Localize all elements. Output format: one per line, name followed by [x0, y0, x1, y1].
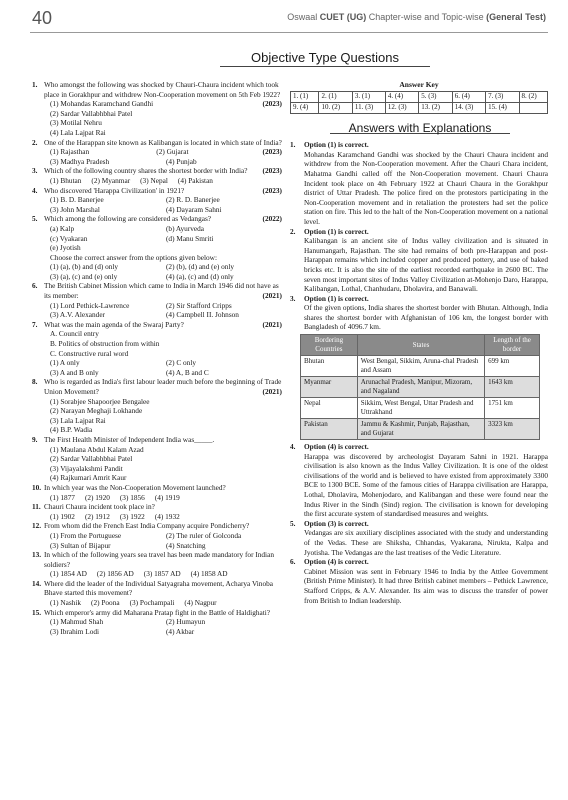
border-table-cell: Jammu & Kashmir, Punjab, Rajasthan, and Gujarat	[357, 419, 484, 440]
answer-body: Cabinet Mission was sent in February 1946 to India by the Attlee Government (British Prime Minister). It had three British cabinet members – Pethick Lawrence, Stafford Cripps, & A.V. Alexander. Its aim was to discuss the transfer of power from British to Indian leadership.	[304, 566, 548, 605]
border-table-heading: States	[357, 335, 484, 356]
option: (4) Lala Lajpat Rai	[50, 127, 106, 137]
option: (4) A, B and C	[166, 367, 209, 377]
answer-head: Option (1) is correct.	[304, 293, 369, 303]
question-text: Which of the following country shares the shortest border with India?	[44, 166, 248, 176]
question-year: (2023)	[262, 185, 282, 195]
option-row	[44, 627, 282, 637]
option: (d) Manu Smriti	[166, 233, 214, 243]
option: (3) A.V. Alexander	[50, 310, 105, 320]
option: (1) Rajasthan	[50, 147, 90, 157]
option: (4) Rajkumari Amrit Kaur	[50, 473, 127, 483]
question-year: (2023)	[262, 99, 282, 109]
answer-key-cell: 2. (1)	[319, 91, 352, 102]
answer	[290, 227, 548, 294]
option: (2) Sardar Vallabhbhai Patel	[50, 454, 133, 464]
option: (3) Vijayalakshmi Pandit	[50, 463, 123, 473]
answer-body: Of the given options, India shares the shortest border with Bhutan. Although, India shares the shortest border with Afghanistan of 106 km, the longest border with Bangladesh of 4096.7 km.	[304, 303, 548, 332]
option-row	[44, 512, 282, 522]
question	[32, 502, 282, 521]
option-row	[44, 531, 282, 541]
question	[32, 435, 282, 483]
answer-head: Option (4) is correct.	[304, 557, 369, 567]
question	[32, 80, 282, 138]
question	[32, 377, 282, 435]
option: (4) B.P. Wadia	[50, 425, 93, 435]
option: (2) 1912	[84, 511, 110, 521]
option: (2) Sardar Vallabhbhai Patel	[50, 108, 133, 118]
border-table-heading: Length of the border	[485, 335, 540, 356]
border-table-row	[301, 398, 540, 419]
option: (3) (a), (c) and (e) only	[50, 271, 118, 281]
question-text: Which among the following are considered as Vedangas?	[44, 214, 212, 224]
option: (1) 1877	[50, 492, 75, 502]
answer-head: Option (1) is correct.	[304, 140, 369, 150]
statement: (e) Jyotish	[50, 243, 81, 253]
option: (2) 1856 AD	[96, 569, 134, 579]
option: (1) From the Portuguese	[50, 530, 122, 540]
border-table-cell: 3323 km	[485, 419, 540, 440]
border-table-cell: Arunachal Pradesh, Manipur, Mizoram, and Nagaland	[357, 377, 484, 398]
option-row	[44, 598, 282, 608]
option: (4) Akbar	[166, 626, 195, 636]
page-number: 40	[32, 8, 53, 28]
question-text: Chauri Chaura incident took place in?	[44, 502, 155, 512]
book-name: CUET (UG)	[319, 12, 367, 22]
option-row	[44, 147, 263, 157]
answer-key-cell: 8. (2)	[519, 91, 547, 102]
option: (4) 1932	[154, 511, 180, 521]
question-year: (2022)	[262, 214, 282, 224]
question-number: 12.	[32, 521, 42, 531]
header-rule	[30, 32, 548, 33]
option-row	[44, 368, 282, 378]
question-number: 13.	[32, 550, 42, 560]
option: (3) A and B only	[50, 367, 99, 377]
option-row	[44, 569, 282, 579]
border-table-header	[301, 335, 540, 356]
border-table-cell: West Bengal, Sikkim, Aruna-chal Pradesh and Assam	[357, 356, 484, 377]
option-row	[44, 234, 282, 244]
question	[32, 550, 282, 579]
option: (3) Ibrahim Lodi	[50, 626, 100, 636]
option: (2) C only	[166, 358, 196, 368]
answer-key-cell: 7. (3)	[486, 91, 519, 102]
section-title: Objective Type Questions	[220, 50, 430, 67]
option: (c) Vyakaran	[50, 233, 88, 243]
option: (3) Motilal Nehru	[50, 118, 102, 128]
border-table-cell: 1751 km	[485, 398, 540, 419]
question-number: 11.	[32, 502, 41, 512]
answer-body: Mohandas Karamchand Gandhi was shocked by the Chauri Chaura incident and withdrew from the Non-Cooperation movement. After the Chauri Chara incident, Mahatma Gandhi called off the Non-Cooperation movement. Chauri Chaura Incident took place on 4th February 1922 at Chauri Chaura in the Gorakhpur district of Uttar Pradesh. The police fired on the protestors participating in the Non-Cooperation movement and in retaliation the protesters had set the police station on fire. This led to the halt of the Non-Cooperation movement on a national level.	[304, 149, 548, 226]
option: (4) Dayaram Sahni	[166, 204, 222, 214]
answer-key-cell: 14. (3)	[452, 102, 485, 113]
answer-key-cell: 10. (2)	[319, 102, 352, 113]
option-row	[44, 272, 282, 282]
option: (1) B. D. Banerjee	[50, 195, 104, 205]
option: (3) Lala Lajpat Rai	[50, 415, 106, 425]
answers-column	[290, 80, 548, 605]
option: (1) Mahmud Shah	[50, 617, 104, 627]
question	[32, 579, 282, 608]
option: (4) Campbell II. Johnson	[166, 310, 239, 320]
question-number: 6.	[32, 281, 38, 291]
question-year: (2021)	[262, 291, 282, 301]
answer-number: 5.	[290, 518, 296, 528]
answer-body: Harappa was discovered by archeologist Dayaram Sahni in 1921. Harappa civilisation is also known as the Indus Valley Civilization. It is one of the oldest civilisations of the world and is believed to have existed from approximately 3300 BCE to 1300 BCE. Some of the famous cities of Harappa civilisation are Harappa, Lothal, Dholavira, Mohenjodaro, and Kalibangan and these were found near the Indus River in the Sindh (Sind) region. The civilisation is known for developing the first accurate system of standardised measures and weights.	[304, 451, 548, 519]
border-table-row	[301, 377, 540, 398]
question	[32, 608, 282, 637]
question-text: In which of the following years sea travel has been made mandatory for Indian soldiers?	[44, 550, 274, 569]
option-row	[44, 224, 282, 234]
answer-key-cell: 4. (4)	[385, 91, 418, 102]
answer-key-cell: 6. (4)	[452, 91, 485, 102]
option: (2) Myanmar	[91, 175, 131, 185]
brand: Oswaal	[287, 12, 318, 22]
option: (3) Madhya Pradesh	[50, 156, 110, 166]
answer-head: Option (4) is correct.	[304, 442, 369, 452]
option: (2) (b), (d) and (e) only	[166, 262, 235, 272]
border-table-row	[301, 356, 540, 377]
option-row	[44, 205, 282, 215]
option: (b) Ayurveda	[166, 223, 205, 233]
option: (1) Lord Pethick-Lawrence	[50, 300, 130, 310]
question-number: 9.	[32, 434, 38, 444]
answer-key-cell: 5. (3)	[419, 91, 452, 102]
question-text: What was the main agenda of the Swaraj Party?	[44, 319, 184, 329]
question-text: Who amongst the following was shocked by Chauri-Chaura incident which took place in Gorakhpur and withdrew Non-Cooperation movement on 5th Feb 1922?	[44, 80, 281, 99]
question-text: Which emperor's army did Maharana Pratap fight in the Battle of Haldighati?	[44, 607, 271, 617]
option: (2) Narayan Meghaji Lokhande	[50, 406, 143, 416]
answers-title: Answers with Explanations	[330, 124, 510, 135]
answer	[290, 294, 548, 332]
option: (2) Gujarat	[156, 147, 189, 157]
option-row	[44, 617, 282, 627]
question-number: 15.	[32, 607, 42, 617]
option: (3) 1857 AD	[143, 569, 181, 579]
option: (3) Sultan of Bijapur	[50, 540, 111, 550]
option: (4) (a), (c) and (d) only	[166, 271, 234, 281]
question-year: (2023)	[262, 166, 282, 176]
option-row	[44, 301, 282, 311]
answer-number: 4.	[290, 442, 296, 452]
option: (4) Punjab	[166, 156, 197, 166]
option: (4) Pakistan	[177, 175, 213, 185]
question	[32, 138, 282, 167]
question-number: 5.	[32, 214, 38, 224]
border-table-cell: Pakistan	[301, 419, 358, 440]
option: (1) 1902	[50, 511, 75, 521]
option: (3) Nepal	[140, 175, 168, 185]
answer	[290, 442, 548, 519]
option-row	[44, 310, 282, 320]
answer-head: Option (1) is correct.	[304, 226, 369, 236]
book-part: (General Test)	[486, 12, 546, 22]
answers-list	[290, 140, 548, 605]
border-table-cell: 1643 km	[485, 377, 540, 398]
option: (1) Bhutan	[50, 175, 82, 185]
border-table-cell: Bhutan	[301, 356, 358, 377]
option-row	[44, 176, 282, 186]
option: (1) Sorabjee Shapoorjee Bengalee	[50, 396, 150, 406]
option: (2) 1920	[84, 492, 110, 502]
option: (2) Humayun	[166, 617, 206, 627]
answer-key-cell: 11. (3)	[352, 102, 385, 113]
answer-key-cell: 3. (1)	[352, 91, 385, 102]
answer-key-row	[291, 102, 548, 113]
answer-key-title: Answer Key	[399, 80, 439, 89]
answer-key-cell: 13. (2)	[419, 102, 452, 113]
option: (2) Poona	[91, 598, 120, 608]
answer-key-cell: 1. (1)	[291, 91, 319, 102]
question-text: One of the Harappan site known as Kalibangan is located in which state of India?	[44, 137, 282, 147]
option: (2) R. D. Banerjee	[166, 195, 220, 205]
answer-key-cell: 15. (4)	[486, 102, 519, 113]
answer-number: 6.	[290, 557, 296, 567]
option-row	[44, 541, 282, 551]
question-year: (2021)	[262, 319, 282, 329]
question-number: 7.	[32, 319, 38, 329]
statement: B. Politics of obstruction from within	[50, 339, 160, 349]
question-year: (2021)	[262, 387, 282, 396]
question	[32, 281, 282, 319]
option: (4) Nagpur	[184, 598, 217, 608]
answer-key-cell: 12. (3)	[385, 102, 418, 113]
question	[32, 483, 282, 502]
answer-key-cell	[519, 102, 547, 113]
page-header	[0, 0, 568, 44]
option: (4) Snatching	[166, 540, 206, 550]
option: (1) Mohandas Karamchand Gandhi	[50, 99, 154, 109]
question	[32, 214, 282, 281]
border-table	[300, 334, 540, 440]
option: (1) Maulana Abdul Kalam Azad	[50, 444, 144, 454]
question-number: 2.	[32, 137, 38, 147]
question-text: Who discovered 'Harappa Civilization' in 1921?	[44, 185, 185, 195]
question-text: Who is regarded as India's first labour leader much before the beginning of Trade Union Movement?	[44, 377, 282, 396]
question	[32, 320, 282, 378]
option: (1) (a), (b) and (d) only	[50, 262, 119, 272]
answer-number: 2.	[290, 226, 296, 236]
answer-number: 1.	[290, 140, 296, 150]
option-row	[44, 262, 282, 272]
question-text: Where did the leader of the Individual Satyagraha movement, Acharya Vinoba Bhave started this movement?	[44, 578, 273, 598]
answer	[290, 519, 548, 557]
option: (3) 1922	[119, 511, 145, 521]
question-number: 3.	[32, 166, 38, 176]
running-head	[287, 12, 546, 22]
border-table-cell: Myanmar	[301, 377, 358, 398]
option: (4) 1858 AD	[190, 569, 228, 579]
border-table-cell: Sikkim, West Bengal, Uttar Pradesh and Uttrakhand	[357, 398, 484, 419]
question-number: 10.	[32, 482, 42, 492]
option: (a) Kalp	[50, 223, 75, 233]
answer-key-cell: 9. (4)	[291, 102, 319, 113]
question-text: In which year was the Non-Cooperation Movement launched?	[44, 482, 226, 492]
answer-number: 3.	[290, 293, 296, 303]
question-number: 14.	[32, 578, 42, 588]
question-number: 8.	[32, 377, 38, 387]
option-row	[44, 493, 282, 503]
question-year: (2023)	[262, 147, 282, 157]
option-row	[44, 358, 282, 368]
option: (2) Sir Stafford Cripps	[166, 300, 232, 310]
statement: A. Council entry	[50, 329, 99, 339]
option: (1) 1854 AD	[50, 569, 87, 579]
statement: Choose the correct answer from the options given below:	[50, 252, 217, 262]
answer	[290, 140, 548, 226]
question-text: The First Health Minister of Independent India was_____.	[44, 434, 215, 444]
option: (4) 1919	[154, 492, 180, 502]
option: (2) The ruler of Golconda	[166, 530, 242, 540]
answer-body: Vedangas are six auxiliary disciplines associated with the study and understanding of the Vedas. These are Shiksha, Chhandas, Vyakarana, Nirukta, Kalpa and Jyotisha. The Vedangas are the last treatises of the Vedic Literature.	[304, 528, 548, 557]
option: (1) A only	[50, 358, 80, 368]
answer-key-row	[291, 91, 548, 102]
answer-key-table	[290, 91, 548, 114]
statement: C. Constructive rural word	[50, 348, 129, 358]
option: (3) 1856	[119, 492, 145, 502]
border-table-cell: 699 km	[485, 356, 540, 377]
border-table-heading: Bordering Countries	[301, 335, 358, 356]
option: (3) John Marshal	[50, 204, 100, 214]
border-table-row	[301, 419, 540, 440]
option: (3) Pochampali	[129, 598, 175, 608]
option-row	[44, 195, 282, 205]
question	[32, 521, 282, 550]
answer	[290, 557, 548, 605]
questions-column	[32, 80, 282, 636]
question-number: 4.	[32, 185, 38, 195]
option-row	[44, 157, 282, 167]
border-table-cell: Nepal	[301, 398, 358, 419]
book-subtitle: Chapter-wise and Topic-wise	[368, 12, 484, 22]
question	[32, 166, 282, 185]
question-text: From whom did the French East India Company acquire Pondicherry?	[44, 521, 250, 531]
option: (1) Nashik	[50, 598, 82, 608]
question	[32, 186, 282, 215]
question-number: 1.	[32, 80, 38, 89]
answer-body: Kalibangan is an ancient site of Indus valley civilization and is situated in Hanumangarh, Rajasthan. The site had remains of both pre-Harappan and post-Harappan remains which included copper and produced pottery, and use of baked bricks etc. It is also the site of the earliest recorded earthquake in 2600 BC. The seven most important sites of Indus Valley Civilization at-Mohenjo Daro, Harappa, Kalibangan, Lothal, Chanhudaru, Dholavira, and Banawali.	[304, 236, 548, 294]
answer-head: Option (3) is correct.	[304, 518, 369, 528]
question-text: The British Cabinet Mission which came to India in March 1946 did not have as its member:	[44, 281, 279, 301]
